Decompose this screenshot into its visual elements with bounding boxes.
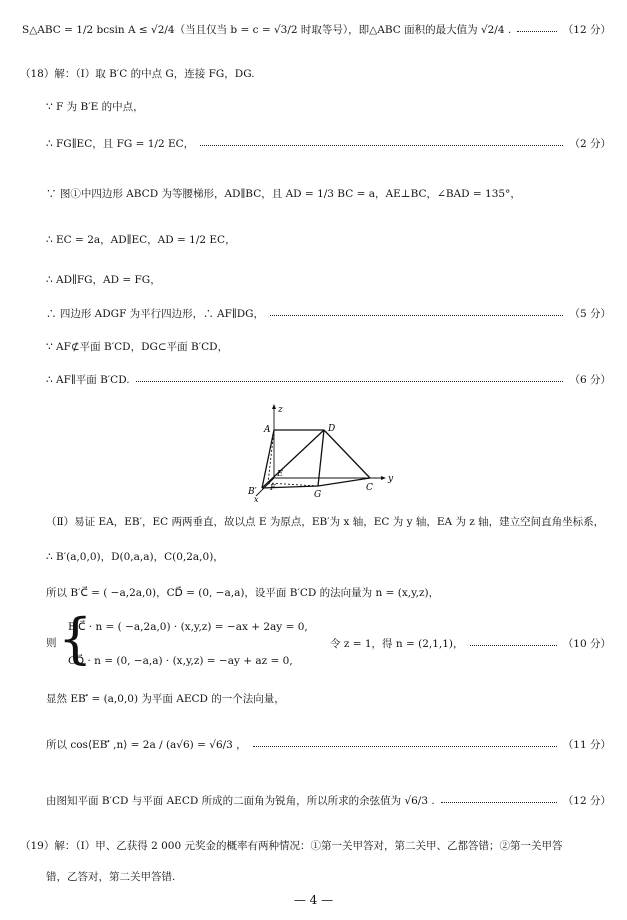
score-label: （12 分） <box>562 23 611 36</box>
score-label: （2 分） <box>569 137 611 150</box>
line-text: 令 z = 1，得 n = (2,1,1)， <box>330 637 464 650</box>
line-text: B′C⃗ · n = ( −a,2a,0) · (x,y,z) = −ax + 2ay = 0, <box>68 620 308 633</box>
label-d: D <box>328 424 336 434</box>
line-eb-normal <box>0 689 627 709</box>
leader-dots <box>200 145 563 146</box>
system-brace: { <box>58 607 93 670</box>
line-coordinates <box>0 547 627 567</box>
line-ec-2a <box>0 230 627 250</box>
line-q19-start <box>0 836 627 856</box>
line-parallelogram <box>0 304 627 324</box>
line-text: 由图知平面 B′CD 与平面 AECD 所成的二面角为锐角，所以所求的余弦值为 √6/3 . <box>46 794 435 807</box>
line-text: （19）解：（Ⅰ）甲、乙获得 2 000 元奖金的概率有两种情况：①第一关甲答对，第二关甲、乙都答错；②第一关甲答 <box>20 839 563 852</box>
score-label: （12 分） <box>562 794 611 807</box>
line-text: 则 <box>46 636 57 649</box>
label-g: G <box>314 490 322 500</box>
line-ad-fg <box>0 270 627 290</box>
system-eq-1 <box>68 618 308 636</box>
line-text: 错，乙答对，第二关甲答错. <box>46 870 176 883</box>
line-text: S△ABC = 1/2 bcsin A ≤ √2/4（当且仅当 b = c = √3/2 时取等号），即△ABC 面积的最大值为 √2/4 . <box>22 23 512 36</box>
line-text: 显然 EB′⃗ = (a,0,0) 为平面 AECD 的一个法向量， <box>46 692 285 705</box>
label-f: F <box>270 483 276 492</box>
system-eq-2 <box>68 652 293 670</box>
line-area-max <box>0 20 627 40</box>
label-c: C <box>366 483 373 493</box>
label-b-prime: B′ <box>248 487 257 497</box>
leader-dots <box>470 645 557 646</box>
line-q19-cont <box>0 867 627 887</box>
line-text: ∴ EC = 2a，AD∥EC，AD = 1/2 EC， <box>46 233 236 246</box>
line-af-not-in-plane <box>0 337 627 357</box>
geometry-figure <box>248 402 398 506</box>
label-e: E <box>277 469 283 478</box>
line-text: ∴ FG∥EC，且 FG = 1/2 EC， <box>46 137 195 150</box>
label-a: A <box>264 425 271 435</box>
line-text: ∴ AF∥平面 B′CD. <box>46 373 130 386</box>
line-text: 所以 cos⟨EB′⃗ ,n⟩ = 2a / (a√6) = √6/3 ， <box>46 738 247 751</box>
page-number: — 4 — <box>293 892 334 907</box>
line-cos-value <box>0 735 627 755</box>
line-part2-setup <box>0 512 627 532</box>
line-text: 所以 B′C⃗ = ( −a,2a,0)，CD⃗ = (0, −a,a)，设平面 B′CD 的法向量为 n = (x,y,z)， <box>46 586 440 599</box>
line-text: CD⃗ · n = (0, −a,a) · (x,y,z) = −ay + az = 0, <box>68 654 293 667</box>
score-label: （10 分） <box>562 637 611 650</box>
line-af-parallel-plane <box>0 370 627 390</box>
leader-dots <box>270 315 563 316</box>
solid-figure-svg <box>248 402 398 502</box>
line-text: ∴ 四边形 ADGF 为平行四边形，∴ AF∥DG， <box>46 307 265 320</box>
line-f-midpoint <box>0 97 627 117</box>
leader-dots <box>136 381 564 382</box>
score-label: （5 分） <box>569 307 611 320</box>
label-z-axis: z <box>278 405 283 415</box>
leader-dots <box>253 746 557 747</box>
leader-dots <box>517 31 557 32</box>
score-label: （6 分） <box>569 373 611 386</box>
line-text: （Ⅱ）易证 EA，EB′，EC 两两垂直，故以点 E 为原点，EB′为 x 轴，EC 为 y 轴，EA 为 z 轴，建立空间直角坐标系， <box>46 515 605 528</box>
leader-dots <box>441 802 557 803</box>
line-vectors <box>0 583 627 603</box>
line-text: ∴ AD∥FG，AD = FG， <box>46 273 161 286</box>
label-y-axis: y <box>388 474 394 484</box>
label-x-axis: x <box>254 495 259 502</box>
score-label: （11 分） <box>562 738 611 751</box>
line-text: ∵ F 为 B′E 的中点， <box>46 100 144 113</box>
line-text: ∴ B′(a,0,0)，D(0,a,a)，C(0,2a,0)， <box>46 550 224 563</box>
line-text: ∵ 图①中四边形 ABCD 为等腰梯形，AD∥BC，且 AD = 1/3 BC = a，AE⊥BC，∠BAD = 135°， <box>46 187 521 200</box>
line-fg-parallel <box>0 134 627 154</box>
line-dihedral-answer <box>0 791 627 811</box>
line-text: （18）解：（Ⅰ）取 B′C 的中点 G，连接 FG，DG. <box>20 67 255 80</box>
line-normal-vector <box>330 634 627 654</box>
line-text: ∵ AF⊄平面 B′CD，DG⊂平面 B′CD， <box>46 340 229 353</box>
line-trapezoid <box>0 184 627 204</box>
system-prefix <box>46 634 57 652</box>
line-q18-start <box>0 64 627 84</box>
